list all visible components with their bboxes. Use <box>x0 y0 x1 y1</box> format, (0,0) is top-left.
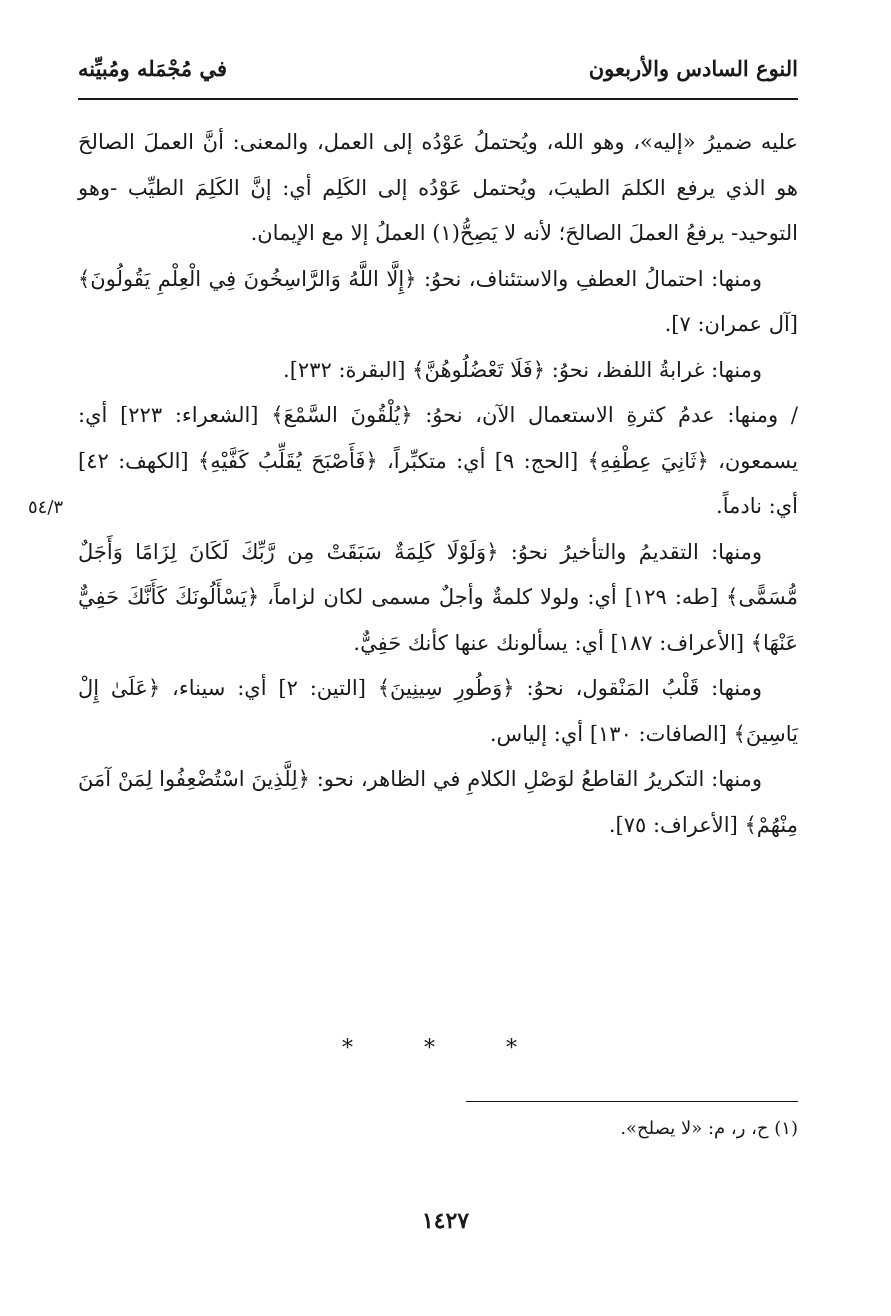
footnote: (١) ح، ر، م: «لا يصلح». <box>620 1118 798 1139</box>
header-rule <box>78 98 798 100</box>
paragraph-2: ومنها: احتمالُ العطفِ والاستئناف، نحوُ: ﴿إِلَّا اللَّهُ وَالرَّاسِخُونَ فِي الْعِلْمِ يَقُولُونَ﴾ [آل عمران: ٧]. <box>78 266 798 336</box>
chapter-title: النوع السادس والأربعون <box>588 56 798 81</box>
page-number: ١٤٢٧ <box>421 1208 470 1234</box>
paragraph-6: ومنها: قَلْبُ المَنْقول، نحوُ: ﴿وَطُورِ سِينِينَ﴾ [التين: ٢] أي: سيناء، ﴿عَلَىٰ إِلْ يَاسِينَ﴾ [الصافات: ١٣٠] أي: إلياس. <box>78 676 798 746</box>
paragraph-1: عليه ضميرُ «إليه»، وهو الله، ويُحتملُ عَوْدُه إلى العمل، والمعنى: أنَّ العملَ الصالحَ هو الذي يرفع الكلمَ الطيبَ، ويُحتمل عَوْدُه إلى الكَلِم أي: إنَّ الكَلِمَ الطيِّب -وهو التوحيد- يرفعُ العملَ الصالحَ؛ لأنه لا يَصِحُّ(١) العملُ إلا مع الإيمان. <box>78 130 798 245</box>
paragraph-4: / ومنها: عدمُ كثرةِ الاستعمال الآن، نحوُ: ﴿يُلْقُونَ السَّمْعَ﴾ [الشعراء: ٢٢٣] أي: يسمعون، ﴿ثَانِيَ عِطْفِهِ﴾ [الحج: ٩] أي: متكبِّراً، ﴿فَأَصْبَحَ يُقَلِّبُ كَفَّيْهِ﴾ [الكهف: ٤٢] أي: نادماً. <box>78 403 798 518</box>
page-header <box>78 48 798 100</box>
section-separator: * * * <box>342 1036 549 1061</box>
paragraph-3: ومنها: غرابةُ اللفظ، نحوُ: ﴿فَلَا تَعْضُلُوهُنَّ﴾ [البقرة: ٢٣٢]. <box>283 357 762 382</box>
footnote-rule <box>466 1101 798 1102</box>
main-text <box>78 120 798 848</box>
section-title: في مُجْمَله ومُبيِّنه <box>78 56 227 81</box>
paragraph-5: ومنها: التقديمُ والتأخيرُ نحوُ: ﴿وَلَوْلَا كَلِمَةٌ سَبَقَتْ مِن رَّبِّكَ لَكَانَ لِزَامًا وَأَجَلٌ مُّسَمًّى﴾ [طه: ١٢٩] أي: ولولا كلمةٌ وأجلٌ مسمى لكان لزاماً، ﴿يَسْأَلُونَكَ كَأَنَّكَ حَفِيٌّ عَنْهَا﴾ [الأعراف: ١٨٧] أي: يسألونك عنها كأنك حَفِيٌّ. <box>78 539 798 655</box>
paragraph-7: ومنها: التكريرُ القاطعُ لوَصْلِ الكلامِ في الظاهر، نحو: ﴿لِلَّذِينَ اسْتُضْعِفُوا لِمَنْ آمَنَ مِنْهُمْ﴾ [الأعراف: ٧٥]. <box>78 767 798 837</box>
margin-reference: ٥٤/٣ <box>28 497 64 518</box>
